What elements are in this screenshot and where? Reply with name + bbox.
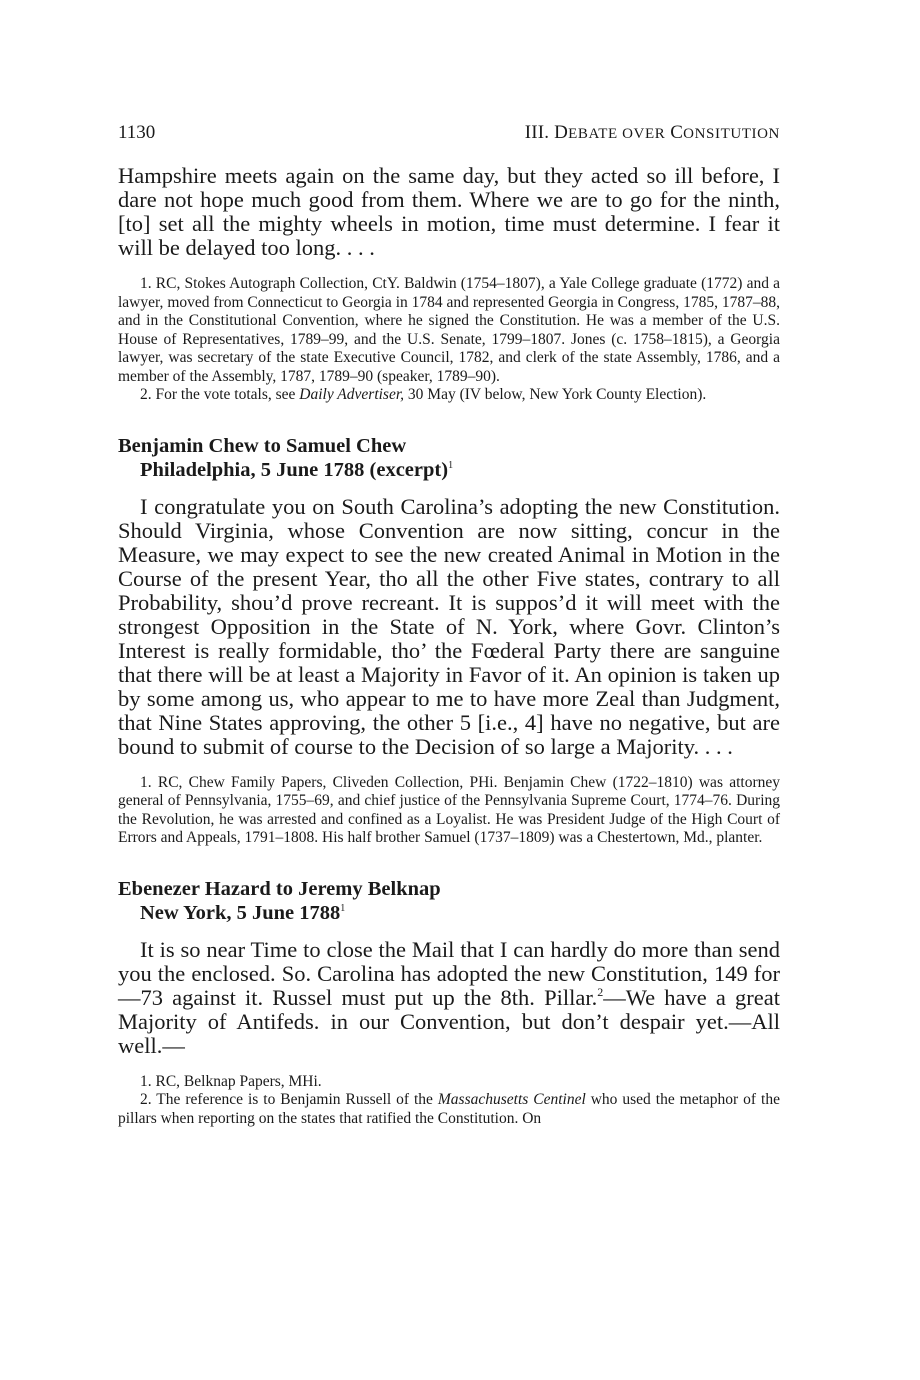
opening-paragraph: Hampshire meets again on the same day, but they acted so ill before, I dare not hope much good from them. Where we are to go for the ninth, [to] set all the mighty wheels in motion, time must determine. I fear it will be delayed too long. . . . bbox=[118, 163, 780, 260]
running-header bbox=[118, 118, 780, 148]
footnote-marker: 1 bbox=[448, 460, 454, 471]
letter-heading-line2: Philadelphia, 5 June 1788 (excerpt)$^1$ bbox=[140, 459, 454, 481]
letter-heading-line1: Benjamin Chew to Samuel Chew bbox=[118, 434, 407, 457]
letter-footnotes-chew bbox=[118, 774, 780, 848]
letter-heading-line2: New York, 5 June 1788$^1$ bbox=[140, 902, 346, 924]
footnote-marker: 2 bbox=[597, 984, 604, 999]
section-title: III. DEBATE OVER CONSITUTION bbox=[524, 122, 780, 143]
letter-heading-chew bbox=[118, 434, 780, 483]
footnote-1: 1. RC, Stokes Autograph Collection, CtY. Baldwin (1754–1807), a Yale College graduate (1772) and a lawyer, moved from Connecticut to Georgia in 1784 and represented Georgia in Congress, 1785, 1787–88, and in the Constitutional Convention, where he signed the Constitution. He was a member of the U.S. House of Representatives, 1789–99, and the U.S. Senate, 1799–1807. Jones (c. 1758–1815), a Georgia lawyer, was secretary of the state Executive Council, 1782, and clerk of the state Assembly, 1786, and a member of the Assembly, 1787, 1789–90 (speaker, 1789–90). bbox=[118, 275, 780, 385]
letter-body-hazard: It is so near Time to close the Mail that I can hardly do more than send you the enclosed. So. Carolina has adopted the new Constitution, 149 for—73 against it. Russel must put up the 8th. Pillar.$^2$—We have a great Majority of Antifeds. in our Convention, but don’t despair yet.—All well.— bbox=[118, 936, 780, 1058]
opening-footnotes bbox=[118, 275, 780, 405]
footnote-1: 1. RC, Chew Family Papers, Cliveden Collection, PHi. Benjamin Chew (1722–1810) was attorney general of Pennsylvania, 1755–69, and chief justice of the Pennsylvania Supreme Court, 1774–76. During the Revolution, he was arrested and confined as a Loyalist. He was President Judge of the High Court of Errors and Appeals, 1791–1808. His half brother Samuel (1737–1809) was a Chestertown, Md., planter. bbox=[118, 773, 780, 846]
footnote-2: 2. The reference is to Benjamin Russell of the Massachusetts Centinel who used the metaphor of the pillars when reporting on the states that ratified the Constitution. On bbox=[118, 1091, 780, 1127]
footnote-1: 1. RC, Belknap Papers, MHi. bbox=[140, 1072, 322, 1090]
page-number: 1130 bbox=[118, 122, 156, 143]
letter-heading-hazard bbox=[118, 877, 780, 926]
document-page bbox=[118, 118, 780, 1128]
letter-heading-line1: Ebenezer Hazard to Jeremy Belknap bbox=[118, 877, 441, 900]
footnote-2: 2. For the vote totals, see Daily Advertiser, 30 May (IV below, New York County Election). bbox=[140, 386, 707, 403]
footnote-marker: 1 bbox=[340, 903, 346, 914]
letter-body-chew: I congratulate you on South Carolina’s adopting the new Constitution. Should Virginia, whose Convention are now sitting, concur in the Measure, we may expect to see the new created Animal in Motion in the Course of the present Year, tho all the other Five states, contrary to all Probability, shou’d prove recreant. It is suppos’d it will meet with the strongest Opposition in the State of N. York, where Govr. Clinton’s Interest is really formidable, tho’ the Fœderal Party there are sanguine that there will be at least a Majority in Favor of it. An opinion is taken up by some among us, who appear to me to have more Zeal than Judgment, that Nine States approving, the other 5 [i.e., 4] have no negative, but are bound to submit of course to the Decision of so large a Majority. . . . bbox=[118, 493, 780, 759]
letter-footnotes-hazard bbox=[118, 1073, 780, 1129]
